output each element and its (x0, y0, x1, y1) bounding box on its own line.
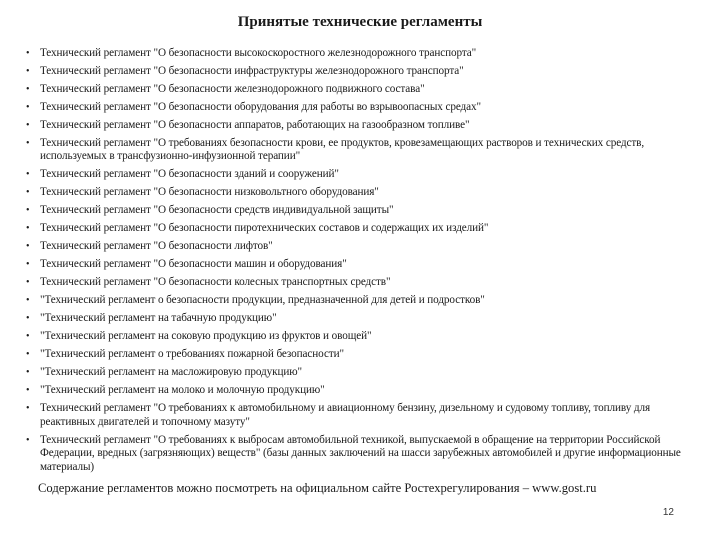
bullet-icon: • (26, 66, 30, 77)
list-item-text: Технический регламент "О безопасности инфраструктуры железнодорожного транспорта" (40, 65, 464, 77)
list-item-text: Технический регламент "О безопасности машин и оборудования" (40, 258, 347, 271)
list-item-text: Технический регламент "О безопасности средств индивидуальной защиты" (40, 204, 394, 217)
list-item (26, 330, 696, 343)
bullet-icon: • (26, 84, 30, 95)
list-item-text: Технический регламент "О безопасности колесных транспортных средств" (40, 276, 391, 289)
bullet-icon: • (26, 259, 30, 271)
list-item-text: "Технический регламент о требованиях пожарной безопасности" (40, 348, 344, 361)
bullet-icon: • (26, 205, 30, 217)
list-item (26, 47, 696, 60)
list-item (26, 168, 696, 181)
list-item (26, 294, 696, 307)
list-item-text: Технический регламент "О безопасности железнодорожного подвижного состава" (40, 83, 425, 95)
list-item-text: Технический регламент "О требованиях безопасности крови, ее продуктов, кровезамещающих растворов и технических средств, используемых в трансфузионно-инфузионной терапии" (40, 137, 645, 163)
bullet-icon: • (26, 138, 30, 149)
list-item-text: "Технический регламент на соковую продукцию из фруктов и овощей" (40, 330, 372, 343)
bullet-icon: • (26, 187, 30, 199)
bullet-icon: • (26, 434, 30, 446)
bullet-icon: • (26, 349, 30, 361)
bullet-icon: • (26, 295, 30, 307)
bullet-icon: • (26, 48, 30, 59)
list-item (26, 384, 696, 397)
list-item-text: Технический регламент "О безопасности пиротехнических составов и содержащих их изделий" (40, 222, 489, 235)
slide-title: Принятые технические регламенты (237, 14, 483, 30)
bullet-icon: • (26, 403, 30, 415)
list-item-text: Технический регламент "О безопасности лифтов" (40, 240, 273, 253)
list-item-text: Технический регламент "О безопасности зданий и сооружений" (40, 168, 339, 181)
bullet-icon: • (26, 331, 30, 343)
bullet-icon: • (26, 120, 30, 131)
bullet-icon: • (26, 385, 30, 397)
list-item (26, 402, 696, 429)
list-item (26, 240, 696, 253)
page-number: 12 (662, 507, 674, 518)
list-item (26, 83, 696, 96)
footer-note: Содержание регламентов можно посмотреть на официальном сайте Ростехрегулирования – www.gost.ru (38, 481, 597, 495)
list-item (26, 186, 696, 199)
regulations-list (26, 47, 696, 479)
bullet-icon: • (26, 223, 30, 235)
list-item (26, 312, 696, 325)
list-item (26, 119, 696, 132)
bullet-icon: • (26, 241, 30, 253)
list-item (26, 366, 696, 379)
list-item (26, 222, 696, 235)
list-item (26, 434, 696, 474)
list-item-text: Технический регламент "О требованиях к автомобильному и авиационному бензину, дизельному и судовому топливу, топливу для реактивных двигателей и топочному мазуту" (40, 402, 651, 428)
list-item (26, 258, 696, 271)
list-item-text: Технический регламент "О требованиях к выбросам автомобильной техникой, выпускаемой в обращение на территории Российской Федерации, вредных (загрязняющих) веществ" (базы данных заключений на шасси зарубежных автомобилей и другие информационные материалы) (40, 433, 681, 473)
list-item-text: "Технический регламент о безопасности продукции, предназначенной для детей и подростков" (40, 294, 485, 307)
bullet-icon: • (26, 277, 30, 289)
bullet-icon: • (26, 169, 30, 181)
list-item (26, 204, 696, 217)
list-item (26, 348, 696, 361)
list-item-text: Технический регламент "О безопасности аппаратов, работающих на газообразном топливе" (40, 119, 470, 131)
list-item-text: Технический регламент "О безопасности низковольтного оборудования" (40, 186, 379, 199)
list-item (26, 65, 696, 78)
list-item-text: "Технический регламент на масложировую продукцию" (40, 366, 302, 379)
list-item-text: Технический регламент "О безопасности высокоскоростного железнодорожного транспорта" (40, 47, 477, 59)
bullet-icon: • (26, 313, 30, 325)
list-item (26, 101, 696, 114)
list-item-text: "Технический регламент на молоко и молочную продукцию" (40, 384, 325, 397)
bullet-icon: • (26, 367, 30, 379)
list-item (26, 276, 696, 289)
list-item (26, 137, 696, 164)
list-item-text: Технический регламент "О безопасности оборудования для работы во взрывоопасных средах" (40, 101, 481, 113)
list-item-text: "Технический регламент на табачную продукцию" (40, 312, 277, 325)
bullet-icon: • (26, 102, 30, 113)
